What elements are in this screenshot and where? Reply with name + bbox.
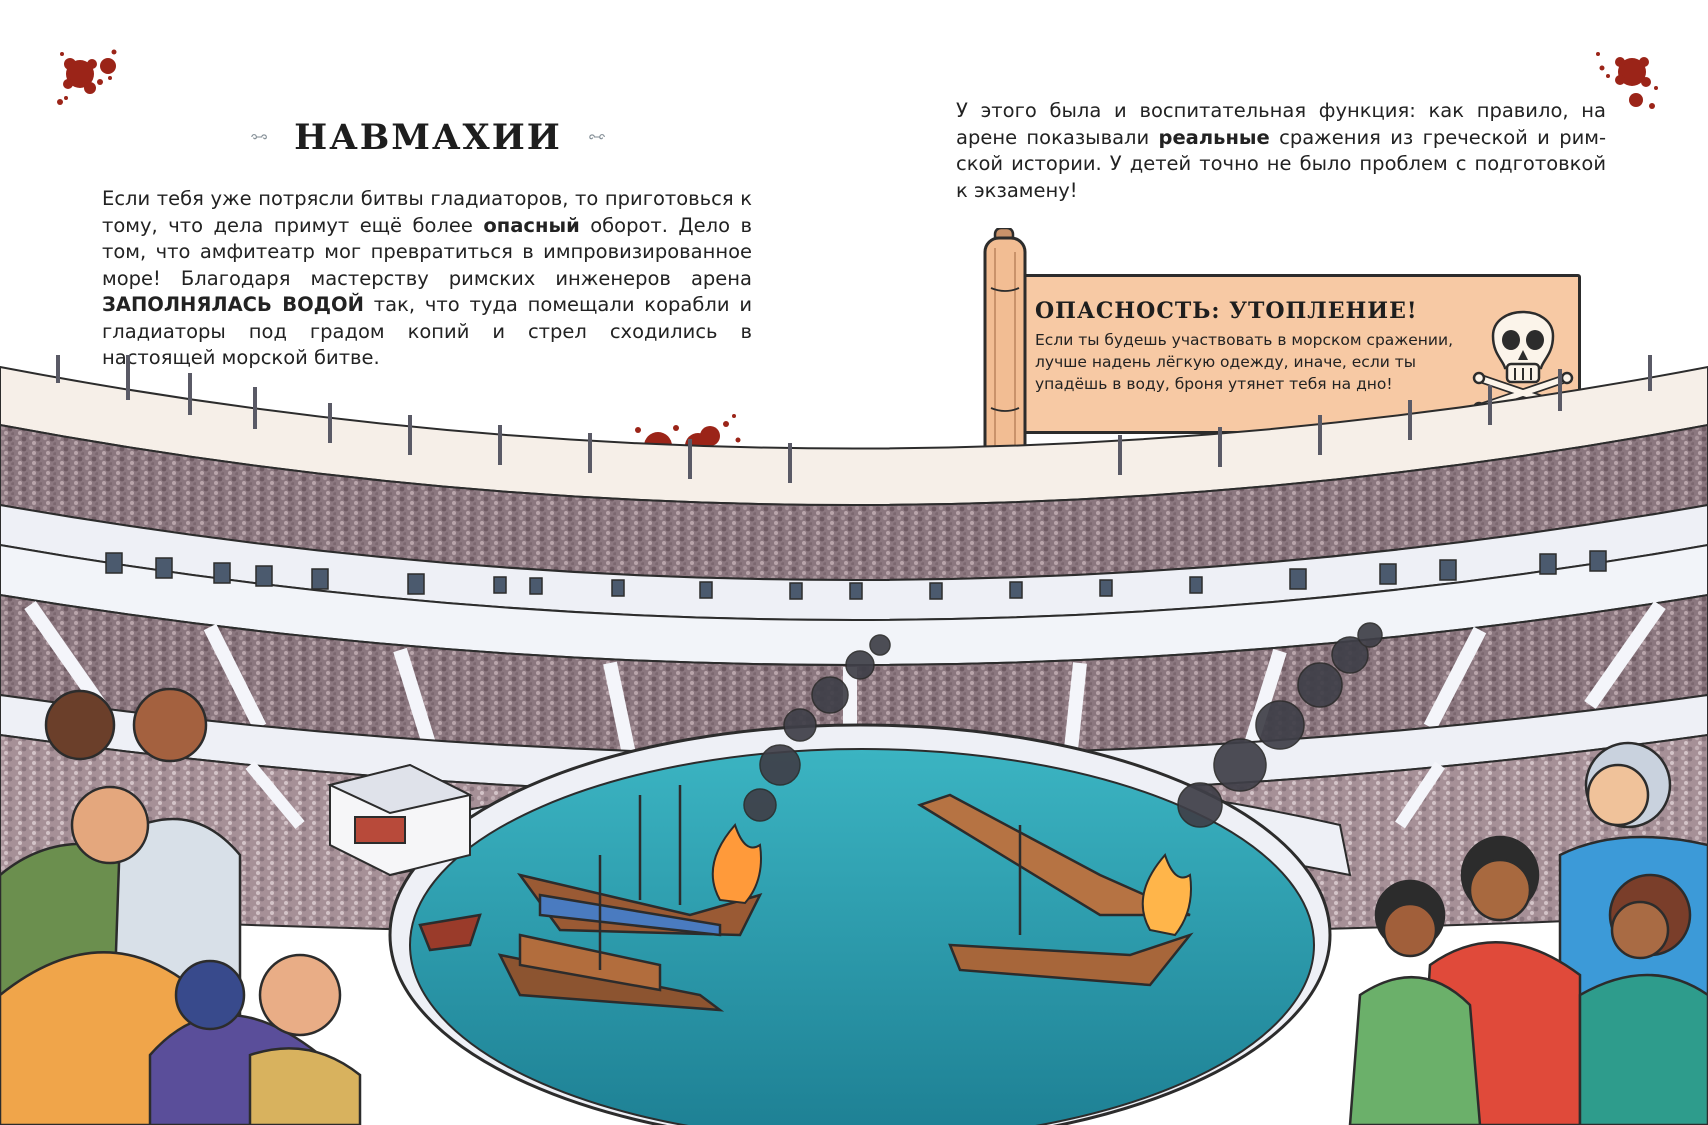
blood-splat-icon: [52, 44, 124, 116]
arena-illustration: [0, 355, 1708, 1125]
emphasis: ЗАПОЛНЯЛАСЬ ВОДОЙ: [102, 293, 364, 316]
education-paragraph: У этого была и воспитательная функция: как правило, на арене показывали реальные сражения из греческой и римской истории. У детей точно не было проблем с подготовкой к экзамену!: [956, 99, 1607, 202]
warning-title: ОПАСНОСТЬ: УТОПЛЕНИЕ!: [1035, 298, 1418, 324]
page-title: НАВМАХИИ: [294, 116, 562, 158]
page-heading: [250, 112, 606, 162]
emphasis: опасный: [483, 213, 580, 237]
emphasis: реальные: [1158, 125, 1270, 149]
warning-text: Если ты будешь участвовать в морском сражении, лучше надень лёгкую одежду, иначе, если ты упадёшь в воду, броня утянет тебя на дно!: [1035, 331, 1454, 393]
swirl-ornament-icon: [588, 127, 606, 147]
swirl-ornament-icon: [250, 127, 268, 147]
intro-paragraph: Если тебя уже потрясли битвы гладиаторов, то приготовься к тому, что дела примут ещё более опасный оборот. Дело в том, что амфитеатр мог превратиться в импровизированное море! Благодаря мастерству римских инженеров арена ЗАПОЛНЯЛАСЬ ВОДОЙ так, что туда помещали корабли и гладиаторы под градом копий и стрел сходились в настоящей морской битве.: [102, 187, 752, 369]
